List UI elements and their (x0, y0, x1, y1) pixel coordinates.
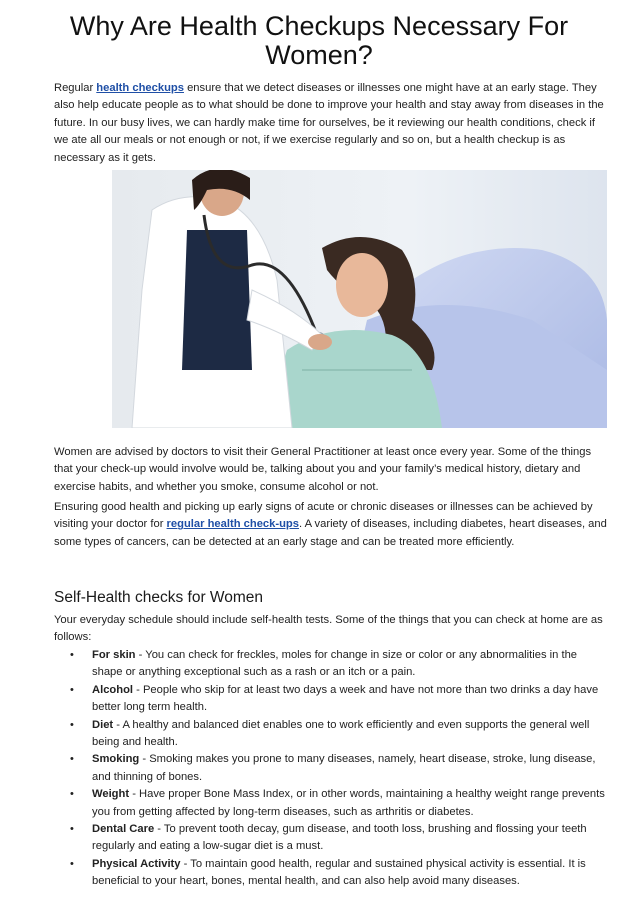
intro-text-end: ensure that we detect diseases or illnesses one might have at an early stage. They also help educate people as to what should be done to improve your health and stay away from diseases in the future. In our busy lives, we can hardly make time for ourselves, be it reviewing our health conditions, check if we ate all our meals or not enough or not, if we exercise regularly and so on, but a health checkup is as necessary as it gets. (54, 82, 604, 164)
bullet-icon: • (70, 683, 74, 696)
self-health-checks-list (54, 647, 610, 891)
item-text: - Have proper Bone Mass Index, or in other words, maintaining a healthy weight range prevents you from getting affected by long-term diseases, such as arthritis or diabetes. (92, 788, 605, 818)
bullet-icon: • (70, 857, 74, 870)
list-item-diet (54, 717, 610, 752)
list-item-weight (54, 786, 610, 821)
item-term: Weight (92, 788, 130, 801)
item-text: - People who skip for at least two days a week and have not more than two drinks a day have better long term health. (92, 683, 599, 714)
doctor-patient-photo (112, 170, 607, 428)
bullet-icon: • (70, 823, 74, 836)
bullet-icon: • (70, 649, 74, 661)
health-checkups-link[interactable]: health checkups (96, 82, 184, 94)
early-signs-text-start: Ensuring good health and picking up early signs of acute or chronic diseases or illnesses can be achieved by visiting your doctor for (54, 501, 593, 531)
early-signs-text-end: . A variety of diseases, including diabetes, heart diseases, and some types of cancers, can be detected at an early stage and can be treated more efficiently. (54, 518, 607, 548)
page-title: Why Are Health Checkups Necessary For Women? (69, 11, 569, 70)
item-term: Diet (92, 718, 114, 731)
item-term: Physical Activity (92, 857, 181, 870)
list-item-dental-care (54, 821, 610, 856)
item-term: Dental Care (92, 823, 155, 836)
bullet-icon: • (70, 788, 74, 801)
bullet-icon: • (70, 718, 74, 731)
section-heading: Self-Health checks for Women (54, 589, 264, 606)
intro-text-start: Regular (54, 82, 97, 94)
item-text: - To prevent tooth decay, gum disease, and tooth loss, brushing and flossing your teeth regularly and eating a low-sugar diet is a must. (92, 823, 587, 853)
item-text: - To maintain good health, regular and sustained physical activity is essential. It is beneficial to your heart, bones, mental health, and can also help avoid many diseases. (92, 857, 586, 888)
early-signs-paragraph (54, 499, 610, 551)
list-item-skin (54, 647, 610, 682)
bullet-icon: • (70, 753, 74, 766)
item-text: - A healthy and balanced diet enables one to work efficiently and even supports the general well being and health. (92, 718, 590, 749)
item-term: For skin (92, 649, 136, 661)
item-text: - Smoking makes you prone to many diseases, namely, heart disease, stroke, lung disease, and thinning of bones. (92, 753, 596, 783)
list-item-smoking (54, 751, 610, 786)
list-item-alcohol (54, 682, 610, 717)
item-term: Alcohol (92, 683, 134, 696)
item-term: Smoking (92, 753, 140, 766)
regular-health-checkups-link[interactable]: regular health check-ups (166, 518, 299, 531)
section-intro-paragraph: Your everyday schedule should include self-health tests. Some of the things that you can check at home are as follows: (54, 614, 603, 644)
gp-visit-paragraph: Women are advised by doctors to visit their General Practitioner at least once every year. Some of the things that your check-up would involve would be, talking about you and your family’s medical history, dietary and exercise habits, and whether you smoke, consume alcohol or not. (54, 446, 592, 493)
list-item-physical-activity (54, 856, 610, 891)
item-text: - You can check for freckles, moles for change in size or color or any abnormalities in the shape or anything exceptional such as a rash or an itch or a pain. (92, 649, 578, 679)
intro-paragraph (54, 80, 610, 167)
photo-illustration (112, 170, 607, 428)
